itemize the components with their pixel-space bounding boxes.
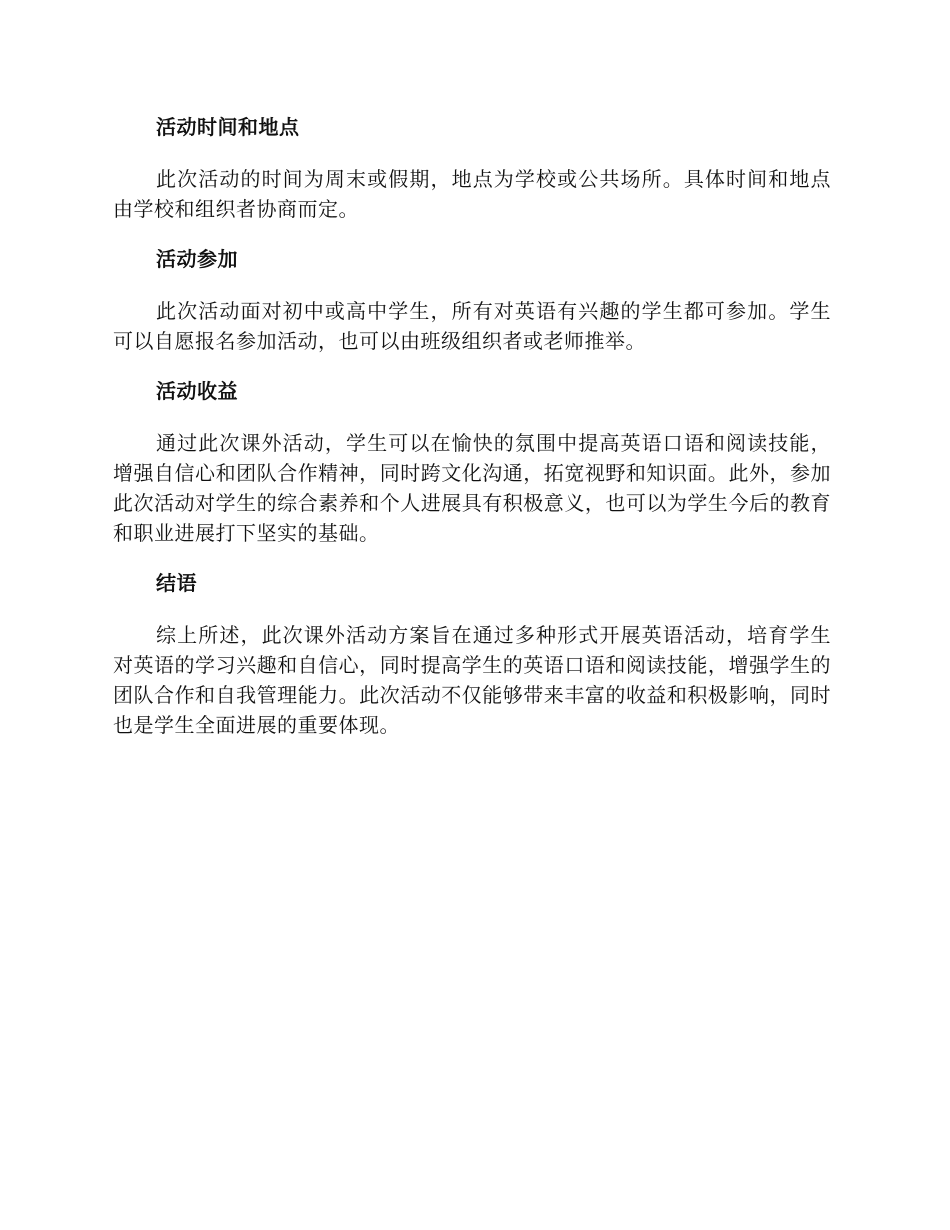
section-heading: 活动收益 [156, 379, 238, 403]
section-heading: 活动时间和地点 [156, 115, 300, 139]
section-paragraph: 综上所述，此次课外活动方案旨在通过多种形式开展英语活动，培育学生对英语的学习兴趣和自信心，同时提高学生的英语口语和阅读技能，增强学生的团队合作和自我管理能力。此次活动不仅能够带来丰富的收益和积极影响，同时也是学生全面进展的重要体现。 [113, 623, 831, 737]
section-time-location [113, 109, 831, 241]
section-paragraph: 此次活动的时间为周末或假期，地点为学校或公共场所。具体时间和地点由学校和组织者协商而定。 [113, 167, 831, 221]
section-paragraph: 此次活动面对初中或高中学生，所有对英语有兴趣的学生都可参加。学生可以自愿报名参加活动，也可以由班级组织者或老师推举。 [113, 299, 831, 353]
section-paragraph: 通过此次课外活动，学生可以在愉快的氛围中提高英语口语和阅读技能，增强自信心和团队合作精神，同时跨文化沟通，拓宽视野和知识面。此外，参加此次活动对学生的综合素养和个人进展具有积极意义，也可以为学生今后的教育和职业进展打下坚实的基础。 [113, 431, 831, 545]
section-benefits [113, 373, 831, 565]
document-page [113, 109, 831, 740]
section-heading: 活动参加 [156, 247, 238, 271]
section-participation [113, 241, 831, 373]
section-conclusion [113, 565, 831, 740]
section-heading: 结语 [156, 571, 197, 595]
